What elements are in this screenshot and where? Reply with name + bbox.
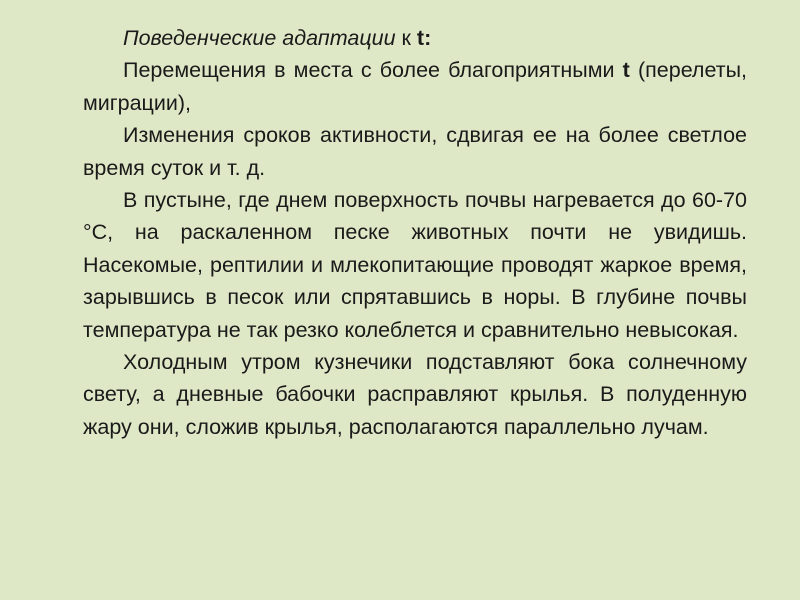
heading-italic-text: Поведенческие адаптации <box>123 26 396 50</box>
desert-paragraph: В пустыне, где днем поверхность почвы нагревается до 60-70 °С, на раскаленном песке животных почти не увидишь. Насекомые, рептилии и млекопитающие проводят жаркое время, зарывшись в песок или спрятавшись в норы. В глубине почвы температура не так резко колеблется и сравнительно невысокая. <box>83 188 747 342</box>
migration-text-after: (перелеты, миграции), <box>83 58 747 115</box>
heading-colon: : <box>424 26 432 50</box>
heading-normal-text: к <box>395 26 417 50</box>
heading-bold-t: t <box>416 26 425 50</box>
migration-text-before: Перемещения в места с более благоприятными <box>123 58 623 83</box>
text-block <box>83 22 747 443</box>
heading-paragraph <box>83 22 747 54</box>
activity-paragraph: Изменения сроков активности, сдвигая ее на более светлое время суток и т. д. <box>83 123 747 180</box>
migration-paragraph <box>83 54 747 119</box>
migration-bold-t: t <box>622 58 630 83</box>
insects-paragraph: Холодным утром кузнечики подставляют бока солнечному свету, а дневные бабочки расправляют крылья. В полуденную жару они, сложив крылья, располагаются параллельно лучам. <box>83 350 747 439</box>
